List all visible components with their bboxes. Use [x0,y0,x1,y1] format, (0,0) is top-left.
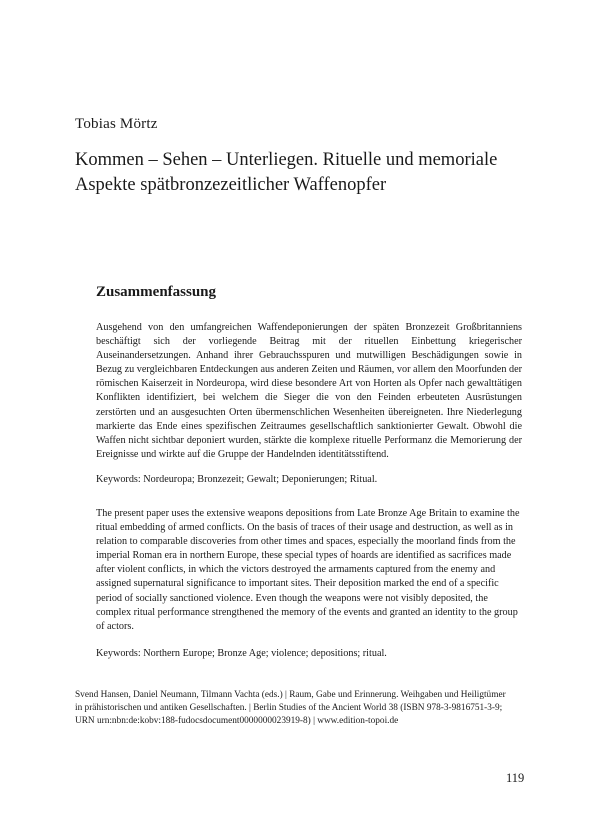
article-title: Kommen – Sehen – Unterliegen. Rituelle und memoriale Aspekte spätbronzezeitlicher Waffenopfer [75,150,498,195]
author-name: Tobias Mörtz [75,116,158,132]
english-keywords: Keywords: Northern Europe; Bronze Age; violence; depositions; ritual. [96,648,387,659]
publication-citation: Svend Hansen, Daniel Neumann, Tilmann Vachta (eds.) | Raum, Gabe und Erinnerung. Weihgaben und Heiligtümer in prähistorischen und antiken Gesellschaften. | Berlin Studies of the Ancient World 38 (ISBN 978-3-9816751-3-9; URN urn:nbn:de:kobv:188-fudocsdocument0000000023919-8) | www.edition-topoi.de [75,690,506,727]
german-abstract: Ausgehend von den umfangreichen Waffendeponierungen der späten Bronzezeit Großbritanniens beschäftigt sich der vorliegende Beitrag mit der rituellen Einbettung kriegerischer Auseinandersetzungen. Anhand ihrer Gebrauchsspuren und mutwilligen Beschädigungen sowie in Bezug zu vergleichbaren Entdeckungen aus anderen Zeiten und Räumen, vor allem den Moorfunden der römischen Kaiserzeit in Nordeuropa, wird diese besondere Art von Horten als Opfer nach gewalttätigen Konflikten identifiziert, bei welchem die Sieger die von den Feinden erbeuteten Ausrüstungen zerstörten und an ausgesuchten Orten übermenschlichen Wesenheiten übereigneten. Ihre Niederlegung markierte das Ende eines spezifischen Zeitraumes gesellschaftlich sanktionierter Gewalt. Obwohl die Waffen nicht sichtbar deponiert wurden, stärkte die komplexe rituelle Performanz die Memorierung der Ereignisse und wirkte auf die Gruppe der Handelnden identitätsstiftend. [96,322,522,460]
page-number: 119 [506,771,525,785]
english-abstract: The present paper uses the extensive weapons depositions from Late Bronze Age Britain to examine the ritual embedding of armed conflicts. On the basis of traces of their usage and destruction, as well as in relation to comparable discoveries from other times and spaces, especially the moorland finds from the imperial Roman era in northern Europe, these special types of hoards are identified as sacrifices made after violent conflicts, in which the victors destroyed the armaments captured from the enemy and assigned supernatural significance to important sites. Their deposition marked the end of a specific period of socially sanctioned violence. Even though the weapons were not visibly deposited, the complex ritual performance strengthened the memory of the events and granted an identity to the group of actors. [96,508,520,632]
summary-heading: Zusammenfassung [96,284,217,300]
german-keywords: Keywords: Nordeuropa; Bronzezeit; Gewalt; Deponierungen; Ritual. [96,474,378,485]
